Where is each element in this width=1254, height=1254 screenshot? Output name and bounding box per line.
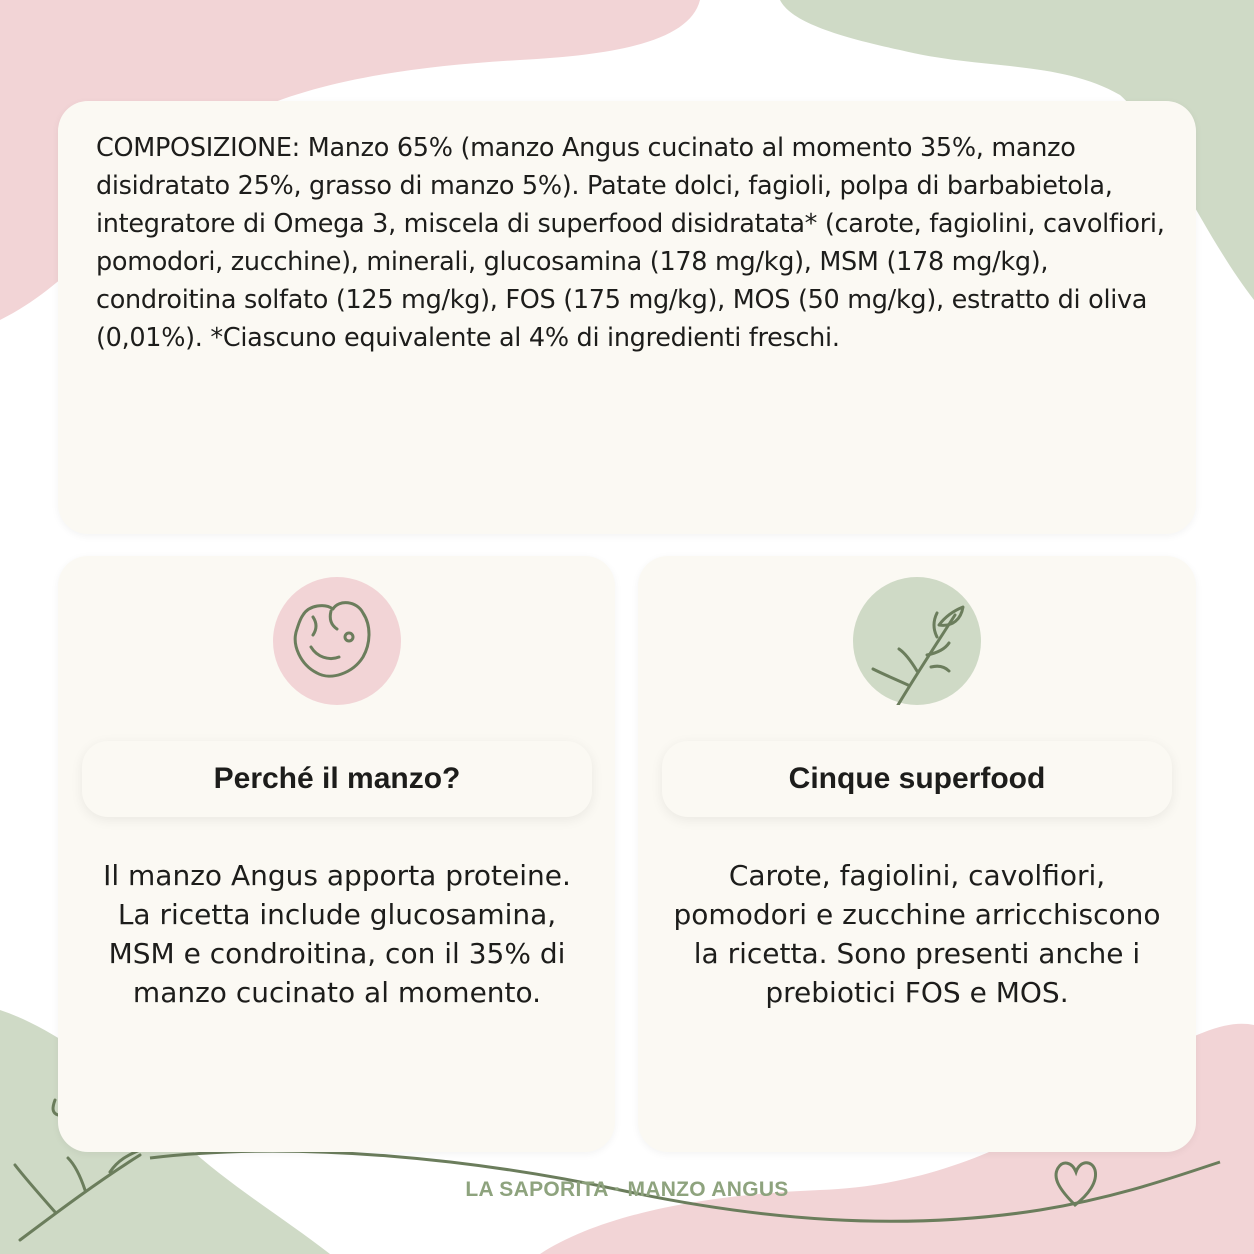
beef-icon <box>273 577 401 705</box>
icon-badge <box>273 577 401 705</box>
card-title: Cinque superfood <box>788 762 1046 795</box>
superfood-card <box>638 556 1196 1152</box>
card-body: Il manzo Angus apporta proteine. La ricetta include glucosamina, MSM e condroitina, con il 35% di manzo cucinato al momento. <box>103 859 571 1009</box>
why-beef-card <box>58 556 615 1152</box>
card-body: Carote, fagiolini, cavolfiori, pomodori e zucchine arricchiscono la ricetta. Sono presenti anche i prebiotici FOS e MOS. <box>673 859 1161 1009</box>
footer-brand: LA SAPORITA · MANZO ANGUS <box>465 1178 789 1201</box>
card-title-pill <box>82 741 592 817</box>
composition-text: COMPOSIZIONE: Manzo 65% (manzo Angus cucinato al momento 35%, manzo disidratato 25%, grasso di manzo 5%). Patate dolci, fagioli, polpa di barbabietola, integratore di Omega 3, miscela di superfood disidratata* (carote, fagiolini, cavolfiori, pomodori, zucchine), minerali, glucosamina (178 mg/kg), MSM (178 mg/kg), condroitina solfato (125 mg/kg), FOS (175 mg/kg), MOS (50 mg/kg), estratto di oliva (0,01%). *Ciascuno equivalente al 4% di ingredienti freschi. <box>96 133 1165 353</box>
card-title-pill <box>662 741 1172 817</box>
composition-card <box>58 101 1196 534</box>
leaf-sprig-icon <box>853 577 981 705</box>
card-title: Perché il manzo? <box>213 762 461 795</box>
icon-badge <box>853 577 981 705</box>
